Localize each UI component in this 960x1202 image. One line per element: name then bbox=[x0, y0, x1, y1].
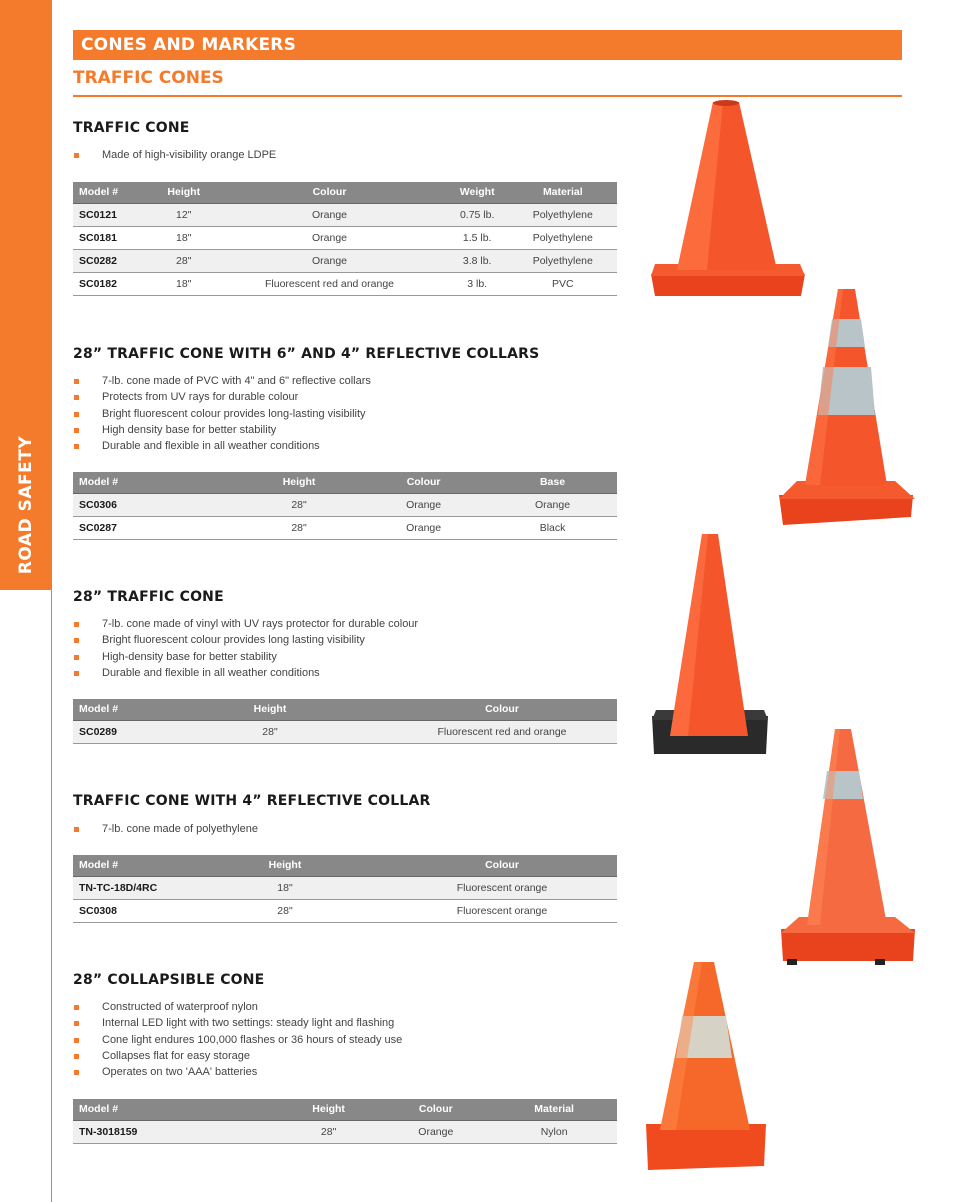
spec-table bbox=[73, 472, 617, 540]
table-cell: 28" bbox=[183, 899, 387, 922]
table-cell: 28" bbox=[154, 249, 213, 272]
sidebar-label: ROAD SAFETY bbox=[16, 435, 36, 575]
table-cell: Fluorescent red and orange bbox=[387, 720, 617, 743]
table-row bbox=[73, 249, 617, 272]
feature-item: Bright fluorescent colour provides long lasting visibility bbox=[73, 632, 418, 648]
table-cell: Orange bbox=[488, 493, 617, 516]
table-row bbox=[73, 203, 617, 226]
table-cell: SC0182 bbox=[73, 272, 154, 295]
feature-item: Operates on two 'AAA' batteries bbox=[73, 1064, 402, 1080]
product-features bbox=[73, 821, 258, 837]
table-row bbox=[73, 226, 617, 249]
spec-table bbox=[73, 182, 617, 296]
sidebar bbox=[0, 0, 52, 1202]
table-cell: 18" bbox=[183, 876, 387, 899]
feature-item: Collapses flat for easy storage bbox=[73, 1048, 402, 1064]
table-cell: SC0181 bbox=[73, 226, 154, 249]
table-row bbox=[73, 1120, 617, 1143]
feature-item: Constructed of waterproof nylon bbox=[73, 999, 402, 1015]
column-header: Height bbox=[183, 855, 387, 876]
spec-table bbox=[73, 855, 617, 923]
product-features bbox=[73, 999, 402, 1080]
product-title: 28” COLLAPSIBLE CONE bbox=[73, 972, 265, 988]
black-base-cone-image bbox=[648, 530, 773, 765]
product-title: TRAFFIC CONE bbox=[73, 120, 190, 136]
feature-item: Durable and flexible in all weather conditions bbox=[73, 665, 418, 681]
section-title: CONES AND MARKERS bbox=[81, 35, 297, 55]
table-cell: TN-3018159 bbox=[73, 1120, 277, 1143]
column-header: Height bbox=[239, 472, 359, 493]
reflective-collar-cone-image bbox=[775, 285, 920, 530]
column-header: Colour bbox=[387, 699, 617, 720]
table-cell: SC0282 bbox=[73, 249, 154, 272]
table-cell: SC0289 bbox=[73, 720, 153, 743]
section-subtitle: TRAFFIC CONES bbox=[73, 68, 224, 88]
table-row bbox=[73, 272, 617, 295]
column-header: Model # bbox=[73, 182, 154, 203]
feature-item: Cone light endures 100,000 flashes or 36 hours of steady use bbox=[73, 1032, 402, 1048]
column-header: Colour bbox=[387, 855, 617, 876]
collapsible-cone-image bbox=[642, 958, 772, 1173]
feature-item: High density base for better stability bbox=[73, 422, 371, 438]
column-header: Height bbox=[277, 1099, 380, 1120]
feature-item: 7-lb. cone made of vinyl with UV rays protector for durable colour bbox=[73, 616, 418, 632]
table-row bbox=[73, 493, 617, 516]
table-cell: 3.8 lb. bbox=[446, 249, 509, 272]
column-header: Model # bbox=[73, 472, 239, 493]
table-cell: Orange bbox=[359, 516, 488, 539]
column-header: Material bbox=[509, 182, 617, 203]
column-header: Model # bbox=[73, 1099, 277, 1120]
column-header: Height bbox=[154, 182, 213, 203]
table-row bbox=[73, 516, 617, 539]
feature-item: Bright fluorescent colour provides long-lasting visibility bbox=[73, 406, 371, 422]
product-title: TRAFFIC CONE WITH 4” REFLECTIVE COLLAR bbox=[73, 793, 431, 809]
table-cell: 18" bbox=[154, 226, 213, 249]
column-header: Weight bbox=[446, 182, 509, 203]
table-row bbox=[73, 720, 617, 743]
column-header: Model # bbox=[73, 855, 183, 876]
column-header: Colour bbox=[213, 182, 446, 203]
table-cell: 28" bbox=[239, 516, 359, 539]
table-cell: Orange bbox=[213, 249, 446, 272]
feature-item: 7-lb. cone made of PVC with 4" and 6" reflective collars bbox=[73, 373, 371, 389]
table-cell: 12" bbox=[154, 203, 213, 226]
table-cell: 28" bbox=[277, 1120, 380, 1143]
table-cell: SC0308 bbox=[73, 899, 183, 922]
spec-table bbox=[73, 699, 617, 744]
table-cell: 28" bbox=[153, 720, 387, 743]
spec-table bbox=[73, 1099, 617, 1144]
table-cell: TN-TC-18D/4RC bbox=[73, 876, 183, 899]
product-title: 28” TRAFFIC CONE WITH 6” AND 4” REFLECTIVE COLLARS bbox=[73, 346, 540, 362]
table-cell: Polyethylene bbox=[509, 226, 617, 249]
table-cell: Fluorescent red and orange bbox=[213, 272, 446, 295]
table-cell: Orange bbox=[213, 203, 446, 226]
feature-item: Durable and flexible in all weather conditions bbox=[73, 438, 371, 454]
subtitle-divider bbox=[73, 95, 902, 97]
table-row bbox=[73, 876, 617, 899]
table-row bbox=[73, 899, 617, 922]
product-features bbox=[73, 616, 418, 681]
column-header: Base bbox=[488, 472, 617, 493]
table-cell: SC0287 bbox=[73, 516, 239, 539]
feature-item: 7-lb. cone made of polyethylene bbox=[73, 821, 258, 837]
table-cell: 28" bbox=[239, 493, 359, 516]
column-header: Material bbox=[491, 1099, 617, 1120]
section-header bbox=[73, 30, 902, 60]
traffic-cone-image bbox=[645, 98, 810, 308]
table-cell: Black bbox=[488, 516, 617, 539]
table-cell: Orange bbox=[380, 1120, 491, 1143]
table-cell: SC0306 bbox=[73, 493, 239, 516]
table-cell: SC0121 bbox=[73, 203, 154, 226]
table-cell: 18" bbox=[154, 272, 213, 295]
table-cell: PVC bbox=[509, 272, 617, 295]
table-cell: 0.75 lb. bbox=[446, 203, 509, 226]
table-cell: Fluorescent orange bbox=[387, 899, 617, 922]
table-cell: Polyethylene bbox=[509, 203, 617, 226]
table-cell: Polyethylene bbox=[509, 249, 617, 272]
product-features bbox=[73, 147, 276, 163]
single-collar-cone-image bbox=[775, 725, 920, 970]
feature-item: Protects from UV rays for durable colour bbox=[73, 389, 371, 405]
product-features bbox=[73, 373, 371, 454]
feature-item: High-density base for better stability bbox=[73, 649, 418, 665]
table-cell: 3 lb. bbox=[446, 272, 509, 295]
table-cell: Fluorescent orange bbox=[387, 876, 617, 899]
product-title: 28” TRAFFIC CONE bbox=[73, 589, 224, 605]
column-header: Colour bbox=[359, 472, 488, 493]
table-cell: Orange bbox=[213, 226, 446, 249]
feature-item: Internal LED light with two settings: steady light and flashing bbox=[73, 1015, 402, 1031]
column-header: Model # bbox=[73, 699, 153, 720]
table-cell: Nylon bbox=[491, 1120, 617, 1143]
table-cell: Orange bbox=[359, 493, 488, 516]
table-cell: 1.5 lb. bbox=[446, 226, 509, 249]
sidebar-divider bbox=[51, 590, 52, 1202]
feature-item: Made of high-visibility orange LDPE bbox=[73, 147, 276, 163]
column-header: Colour bbox=[380, 1099, 491, 1120]
column-header: Height bbox=[153, 699, 387, 720]
